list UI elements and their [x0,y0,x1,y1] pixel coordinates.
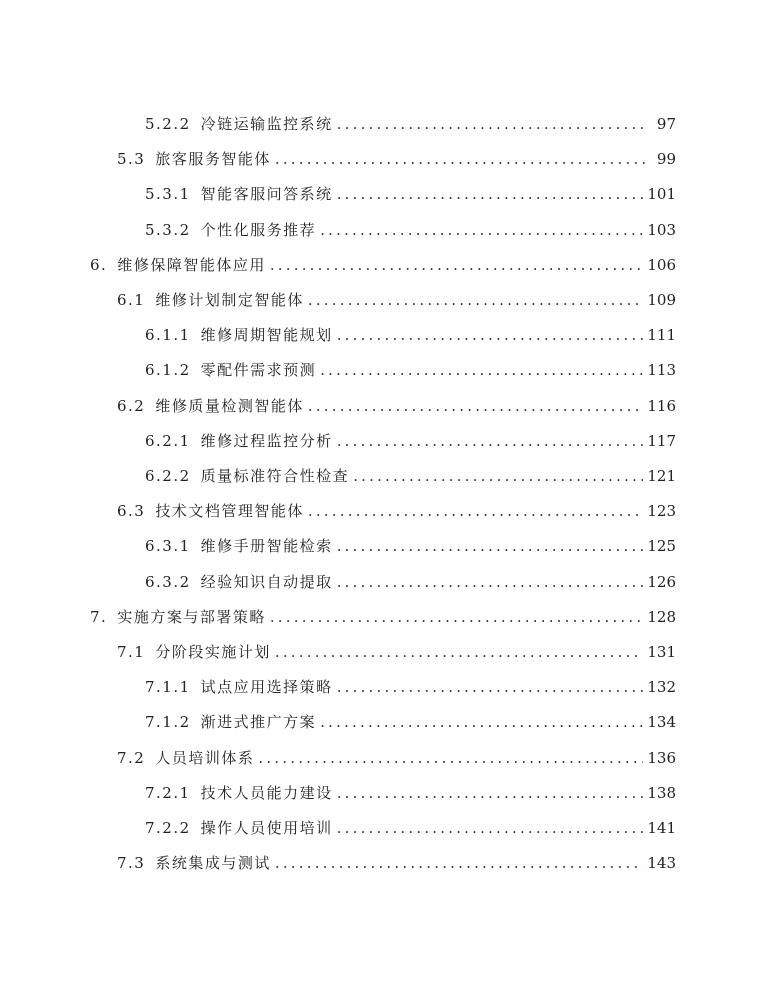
toc-dot-leader [337,182,644,206]
toc-entry-number: 6.2.1 [145,431,191,450]
toc-dot-leader [270,253,644,277]
toc-entry-title: 技术文档管理智能体 [155,502,304,521]
toc-entry[interactable] [145,323,676,347]
toc-entry-title: 质量标准符合性检查 [200,467,350,485]
toc-dot-leader [320,358,643,382]
toc-entry-number: 7.2.1 [145,783,191,802]
toc-entry-page-number: 143 [647,854,676,873]
toc-dot-leader [308,499,643,523]
toc-entry-page-number: 125 [647,537,676,556]
toc-entry-title: 技术人员能力建设 [200,783,333,802]
toc-entry-number: 7.2.2 [145,819,191,837]
toc-entry-page-number: 116 [647,396,676,415]
toc-entry-page-number: 136 [647,748,676,767]
toc-entry[interactable] [145,182,676,206]
toc-entry-title: 渐进式推广方案 [200,713,317,732]
toc-entry-title: 维修质量检测智能体 [155,396,304,415]
toc-dot-leader [337,570,644,594]
toc-entry[interactable] [117,288,676,312]
toc-entry-page-number: 132 [647,678,676,697]
toc-entry[interactable] [117,394,676,418]
toc-entry-page-number: 128 [647,607,676,626]
toc-entry-page-number: 101 [647,185,676,204]
toc-entry-number: 6.1 [117,291,146,309]
toc-entry[interactable] [145,218,676,242]
toc-entry[interactable] [90,253,676,277]
toc-entry-title: 智能客服问答系统 [200,185,333,204]
toc-entry-title: 零配件需求预测 [200,361,317,380]
toc-dot-leader [337,323,644,347]
toc-entry-title: 个性化服务推荐 [200,220,317,239]
toc-entry-number: 7. [90,607,108,626]
toc-entry[interactable] [145,675,676,699]
toc-entry-number: 6.3 [117,502,146,521]
toc-entry-title: 维修周期智能规划 [200,326,333,345]
toc-entry-page-number: 117 [647,431,676,450]
toc-entry-number: 6.1.1 [145,326,191,345]
toc-dot-leader [275,851,643,875]
toc-entry-number: 6.3.1 [145,537,191,556]
toc-entry-title: 系统集成与测试 [155,854,271,873]
toc-entry-number: 7.1 [117,643,146,661]
toc-entry-page-number: 126 [647,572,676,591]
toc-entry-page-number: 106 [647,255,676,274]
toc-entry[interactable] [117,499,676,523]
toc-entry-page-number: 134 [647,713,676,732]
toc-entry[interactable] [90,605,676,629]
toc-entry-page-number: 141 [647,819,676,837]
toc-dot-leader [258,746,643,770]
toc-entry-title: 经验知识自动提取 [200,572,333,591]
toc-entry[interactable] [117,640,676,664]
toc-entry-number: 7.1.2 [145,713,191,732]
toc-entry[interactable] [145,710,676,734]
toc-entry[interactable] [145,781,676,805]
toc-entry-number: 7.3 [117,854,146,873]
toc-entry-page-number: 111 [647,326,676,345]
toc-dot-leader [337,112,648,136]
toc-entry-title: 冷链运输监控系统 [200,115,333,133]
toc-entry[interactable] [145,534,676,558]
toc-entry[interactable] [145,464,676,488]
toc-entry-number: 7.2 [117,748,146,767]
toc-entry-page-number: 113 [647,361,676,380]
toc-entry-number: 6.1.2 [145,361,191,380]
toc-dot-leader [337,816,644,840]
toc-entry-page-number: 123 [647,502,676,521]
toc-dot-leader [270,605,644,629]
toc-entry-page-number: 138 [647,783,676,802]
toc-entry-number: 5.3 [117,150,146,169]
toc-entry-title: 旅客服务智能体 [155,150,271,169]
toc-entry-title: 实施方案与部署策略 [117,607,266,626]
toc-entry-page-number: 103 [647,220,676,239]
toc-entry-number: 5.3.1 [145,185,191,204]
toc-entry-number: 6.3.2 [145,572,191,591]
toc-entry[interactable] [145,570,676,594]
toc-dot-leader [320,218,643,242]
toc-entry-title: 维修过程监控分析 [200,431,333,450]
toc-entry-title: 维修计划制定智能体 [155,291,304,309]
toc-entry[interactable] [145,816,676,840]
toc-entry-page-number: 121 [647,467,676,485]
toc-entry-title: 维修保障智能体应用 [117,255,266,274]
toc-dot-leader [275,147,648,171]
toc-entry-number: 6.2.2 [145,467,191,485]
toc-dot-leader [337,675,644,699]
toc-dot-leader [337,781,644,805]
toc-entry[interactable] [117,851,676,875]
toc-entry-page-number: 109 [647,291,676,309]
toc-entry-page-number: 97 [656,115,676,133]
toc-dot-leader [337,429,644,453]
toc-entry[interactable] [145,112,676,136]
toc-entry-title: 人员培训体系 [155,748,255,767]
toc-entry-number: 7.1.1 [145,678,191,697]
toc-entry-number: 6. [90,255,108,274]
toc-dot-leader [353,464,643,488]
toc-entry-page-number: 99 [656,150,676,169]
toc-entry-title: 试点应用选择策略 [200,678,333,697]
toc-dot-leader [308,394,643,418]
toc-entry-title: 操作人员使用培训 [200,819,333,837]
toc-dot-leader [337,534,644,558]
toc-entry-number: 5.2.2 [145,115,191,133]
toc-dot-leader [275,640,643,664]
toc-entry[interactable] [145,429,676,453]
toc-entry-page-number: 131 [647,643,676,661]
toc-entry-title: 分阶段实施计划 [155,643,271,661]
toc-entry-number: 5.3.2 [145,220,191,239]
toc-entry[interactable] [145,358,676,382]
toc-dot-leader [320,710,643,734]
toc-entry-title: 维修手册智能检索 [200,537,333,556]
toc-dot-leader [308,288,643,312]
toc-entry[interactable] [117,746,676,770]
toc-entry-number: 6.2 [117,396,146,415]
toc-entry[interactable] [117,147,676,171]
